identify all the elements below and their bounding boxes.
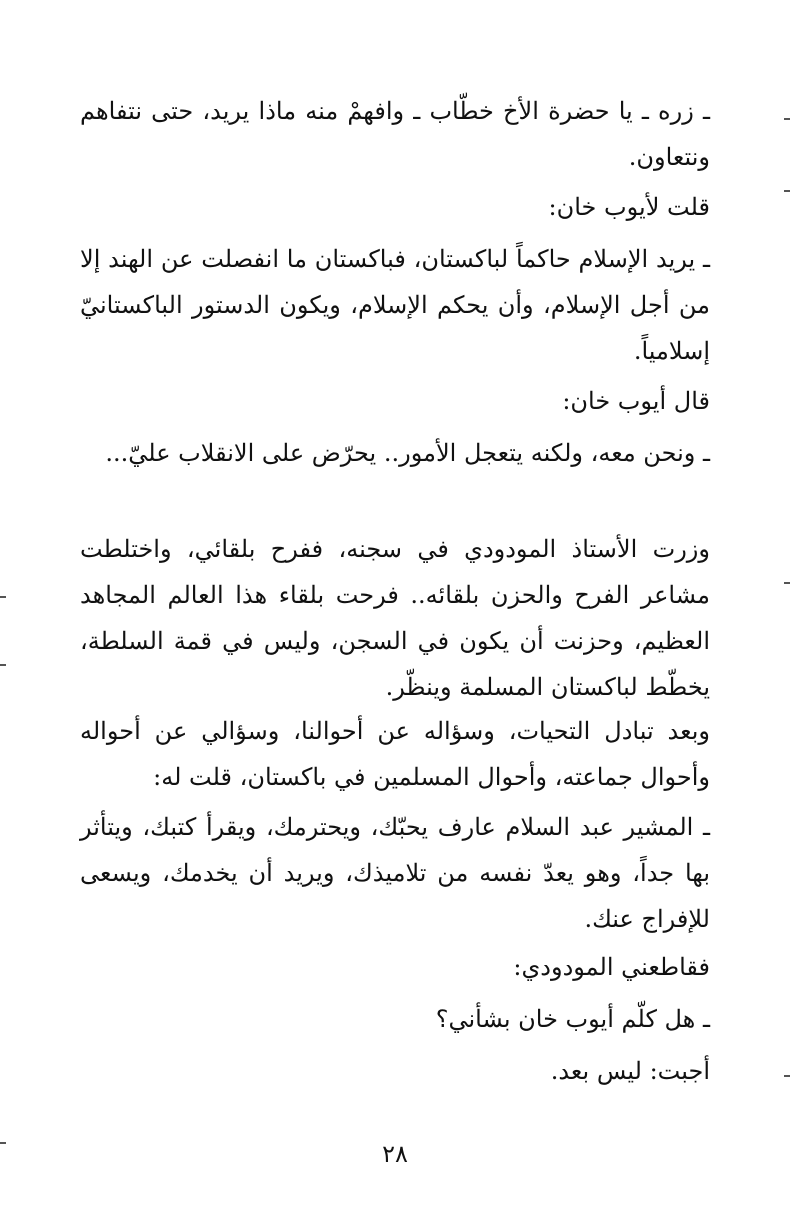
edge-mark — [0, 664, 6, 666]
paragraph-8: ـ المشير عبد السلام عارف يحبّك، ويحترمك، ويقرأ كتبك، ويتأثر بها جداً، وهو يعدّ نفسه من تلاميذك، ويريد أن يخدمك، ويسعى للإفراج عنك. — [80, 813, 711, 933]
paragraph-4: قال أيوب خان: — [562, 387, 710, 415]
paragraph-2: قلت لأيوب خان: — [548, 193, 710, 221]
edge-mark — [784, 1075, 790, 1077]
paragraph-1: ـ زره ـ يا حضرة الأخ خطّاب ـ وافهمْ منه ماذا يريد، حتى نتفاهم ونتعاون. — [80, 97, 710, 171]
paragraph-10: ـ هل كلّم أيوب خان بشأني؟ — [435, 1005, 710, 1033]
page-number: ٢٨ — [382, 1140, 408, 1168]
paragraph-11: أجبت: ليس بعد. — [550, 1057, 710, 1085]
paragraph-6: وزرت الأستاذ المودودي في سجنه، ففرح بلقائي، واختلطت مشاعر الفرح والحزن بلقائه.. فرحت بلقاء هذا العالم المجاهد العظيم، وحزنت أن يكون في السجن، وليس في قمة السلطة، يخطّط لباكستان المسلمة وينظّر. — [80, 535, 710, 701]
edge-mark — [784, 582, 790, 584]
paragraph-7: وبعد تبادل التحيات، وسؤاله عن أحوالنا، وسؤالي عن أحواله وأحوال جماعته، وأحوال المسلمين في باكستان، قلت له: — [80, 717, 710, 791]
paragraph-3: ـ يريد الإسلام حاكماً لباكستان، فباكستان ما انفصلت عن الهند إلا من أجل الإسلام، وأن يحكم الإسلام، ويكون الدستور الباكستانيّ إسلامياً. — [80, 245, 710, 365]
edge-mark — [784, 190, 790, 192]
paragraph-9: فقاطعني المودودي: — [513, 953, 710, 981]
paragraph-5: ـ ونحن معه، ولكنه يتعجل الأمور.. يحرّض على الانقلاب عليّ... — [105, 439, 710, 467]
edge-mark — [0, 596, 6, 598]
edge-mark — [0, 1142, 6, 1144]
edge-mark — [784, 118, 790, 120]
